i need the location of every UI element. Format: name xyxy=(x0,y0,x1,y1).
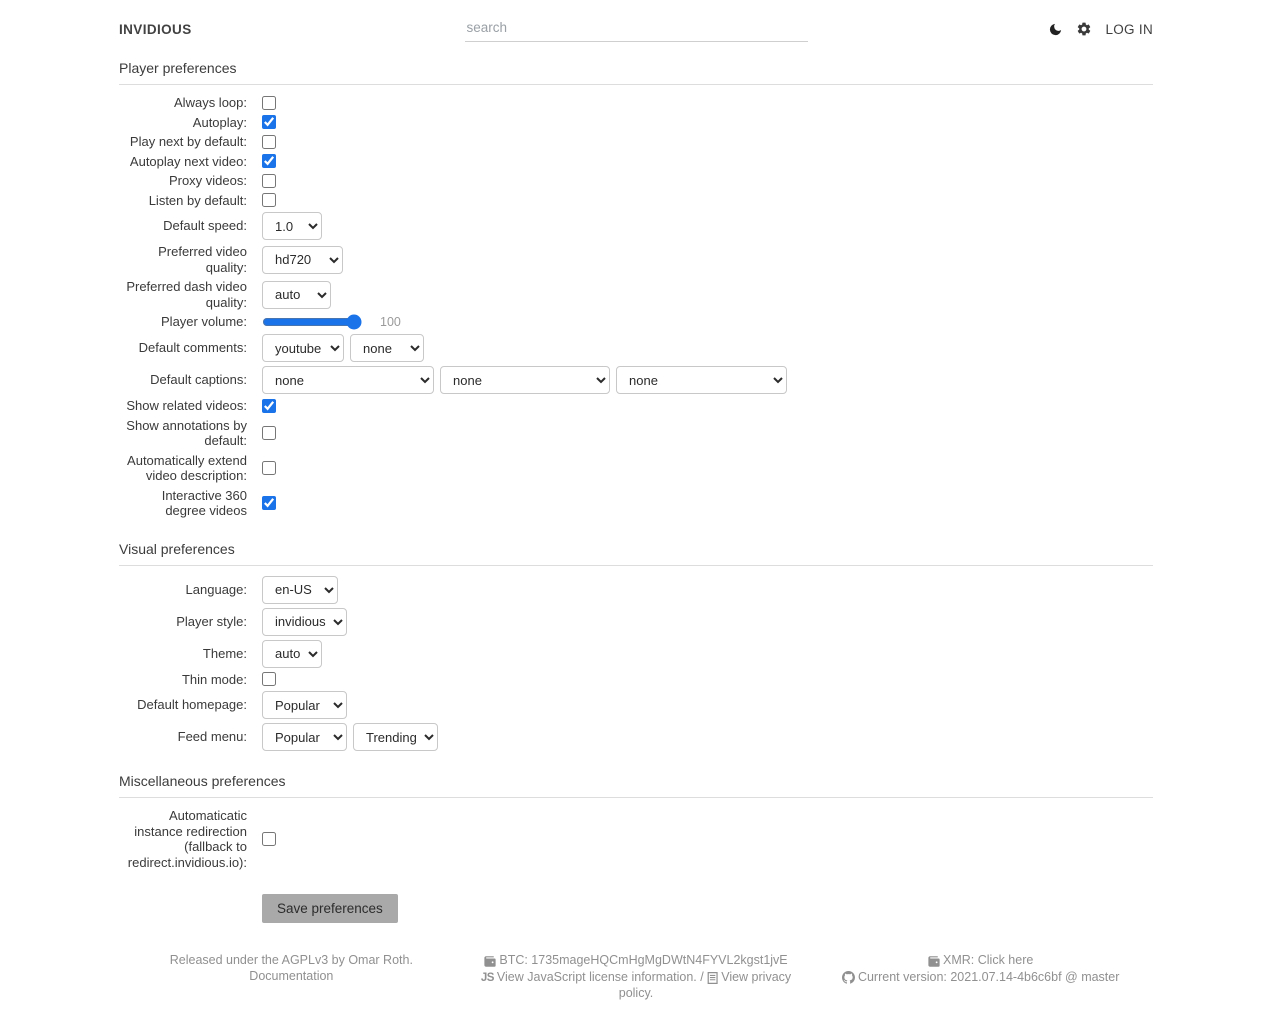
play-next-label: Play next by default: xyxy=(129,134,247,149)
section-title-misc: Miscellaneous preferences xyxy=(119,773,1153,798)
pref-row-auto-redirect xyxy=(119,808,1153,870)
section-title-player: Player preferences xyxy=(119,60,1153,85)
player-volume-label: Player volume: xyxy=(161,314,247,330)
theme-label: Theme: xyxy=(202,645,247,661)
proxy-videos-checkbox[interactable] xyxy=(262,174,276,188)
footer-right xyxy=(808,953,1153,1002)
default-captions-label: Default captions: xyxy=(150,372,247,388)
invidious-logo[interactable]: INVIDIOUS xyxy=(119,21,192,37)
autoplay-next-checkbox[interactable] xyxy=(262,154,276,168)
extend-description-checkbox[interactable] xyxy=(262,461,276,475)
pref-row-show-annotations xyxy=(119,418,1153,449)
btc-address-link[interactable]: BTC: 1735mageHQCmHgMgDWtN4FYVL2kgst1jvE xyxy=(499,953,788,967)
auto-redirect-label: Automaticatic instance redirection (fallback to redirect.invidious.io): xyxy=(127,808,247,870)
language-label: Language: xyxy=(185,581,247,597)
documentation-link[interactable]: Documentation xyxy=(249,968,334,983)
pref-row-autoplay xyxy=(119,115,1153,131)
dark-mode-moon-icon[interactable] xyxy=(1048,22,1063,37)
pref-row-always-loop xyxy=(119,95,1153,111)
play-next-checkbox[interactable] xyxy=(262,135,276,149)
pref-row-default-comments xyxy=(119,334,1153,362)
default-captions-select-2[interactable] xyxy=(440,366,610,394)
pref-row-extend-description xyxy=(119,453,1153,484)
top-bar xyxy=(119,0,1153,42)
footer-center xyxy=(464,953,809,1002)
default-comments-select-2[interactable] xyxy=(350,334,424,362)
proxy-videos-label: Proxy videos: xyxy=(168,173,247,188)
pref-row-player-style xyxy=(119,608,1153,636)
player-volume-slider[interactable] xyxy=(262,314,362,330)
footer-left xyxy=(119,953,464,1002)
preferred-dash-quality-select[interactable] xyxy=(262,281,331,309)
default-speed-select[interactable] xyxy=(262,212,322,240)
version-link[interactable]: Current version: 2021.07.14-4b6c6bf @ master xyxy=(857,969,1120,984)
default-homepage-select[interactable] xyxy=(262,691,347,719)
default-captions-select-3[interactable] xyxy=(616,366,787,394)
wallet-icon xyxy=(484,954,496,970)
preferred-quality-select[interactable] xyxy=(262,246,343,274)
feed-menu-select-2[interactable] xyxy=(353,723,438,751)
wallet-icon xyxy=(928,954,940,970)
privacy-policy-link[interactable]: View privacy policy. xyxy=(618,969,792,1000)
login-link[interactable]: LOG IN xyxy=(1105,21,1154,37)
show-related-label: Show related videos: xyxy=(126,398,247,413)
thin-mode-checkbox[interactable] xyxy=(262,672,276,686)
pref-row-language xyxy=(119,576,1153,604)
pref-row-thin-mode xyxy=(119,672,1153,688)
github-icon xyxy=(842,971,855,987)
js-icon: JS xyxy=(480,971,494,984)
language-select[interactable] xyxy=(262,576,338,604)
footer-separator: / xyxy=(696,969,708,984)
section-title-visual: Visual preferences xyxy=(119,541,1153,566)
vr-mode-checkbox[interactable] xyxy=(262,496,276,510)
show-annotations-checkbox[interactable] xyxy=(262,426,276,440)
show-annotations-label: Show annotations by default: xyxy=(126,417,247,448)
pref-row-vr-mode xyxy=(119,488,1153,519)
player-style-label: Player style: xyxy=(176,613,247,629)
feed-menu-select-1[interactable] xyxy=(262,723,347,751)
always-loop-label: Always loop: xyxy=(174,95,247,110)
default-captions-select-1[interactable] xyxy=(262,366,434,394)
pref-row-theme xyxy=(119,640,1153,668)
pref-row-show-related xyxy=(119,398,1153,414)
default-comments-select-1[interactable] xyxy=(262,334,344,362)
pref-row-preferred-quality xyxy=(119,244,1153,275)
save-preferences-button[interactable]: Save preferences xyxy=(262,894,398,923)
preferred-quality-label: Preferred video quality: xyxy=(158,244,247,275)
xmr-link[interactable]: XMR: Click here xyxy=(943,953,1034,967)
footer-license-text: Released under the AGPLv3 by Omar Roth. xyxy=(169,953,413,967)
pref-row-preferred-dash-quality xyxy=(119,279,1153,310)
extend-description-label: Automatically extend video description: xyxy=(127,452,247,483)
page-footer xyxy=(119,953,1153,1020)
feed-menu-label: Feed menu: xyxy=(177,729,247,745)
theme-select[interactable] xyxy=(262,640,322,668)
show-related-checkbox[interactable] xyxy=(262,399,276,413)
preferences-gear-icon[interactable] xyxy=(1076,21,1092,37)
page-container xyxy=(119,0,1153,1020)
pref-row-play-next xyxy=(119,134,1153,150)
pref-row-autoplay-next xyxy=(119,154,1153,170)
player-style-select[interactable] xyxy=(262,608,347,636)
preferred-dash-quality-label: Preferred dash video quality: xyxy=(126,279,247,310)
pref-row-feed-menu xyxy=(119,723,1153,751)
always-loop-checkbox[interactable] xyxy=(262,96,276,110)
listen-by-default-checkbox[interactable] xyxy=(262,193,276,207)
pref-row-default-captions xyxy=(119,366,1153,394)
thin-mode-label: Thin mode: xyxy=(181,671,247,687)
search-input[interactable] xyxy=(465,16,808,42)
pref-row-default-speed xyxy=(119,212,1153,240)
pref-row-listen-by-default xyxy=(119,193,1153,209)
autoplay-checkbox[interactable] xyxy=(262,115,276,129)
default-speed-label: Default speed: xyxy=(163,218,247,234)
pref-row-player-volume xyxy=(119,314,1153,330)
pref-row-default-homepage xyxy=(119,691,1153,719)
default-homepage-label: Default homepage: xyxy=(137,697,247,713)
preferences-form xyxy=(119,60,1153,923)
listen-by-default-label: Listen by default: xyxy=(148,192,247,208)
default-comments-label: Default comments: xyxy=(138,340,247,356)
vr-mode-label: Interactive 360 degree videos xyxy=(161,487,247,518)
pref-row-proxy-videos xyxy=(119,173,1153,189)
privacy-doc-icon xyxy=(707,971,718,987)
autoplay-label: Autoplay: xyxy=(192,114,247,130)
js-license-link[interactable]: View JavaScript license information. xyxy=(496,969,697,984)
autoplay-next-label: Autoplay next video: xyxy=(129,153,247,169)
player-volume-value: 100 xyxy=(380,315,401,329)
auto-redirect-checkbox[interactable] xyxy=(262,832,276,846)
